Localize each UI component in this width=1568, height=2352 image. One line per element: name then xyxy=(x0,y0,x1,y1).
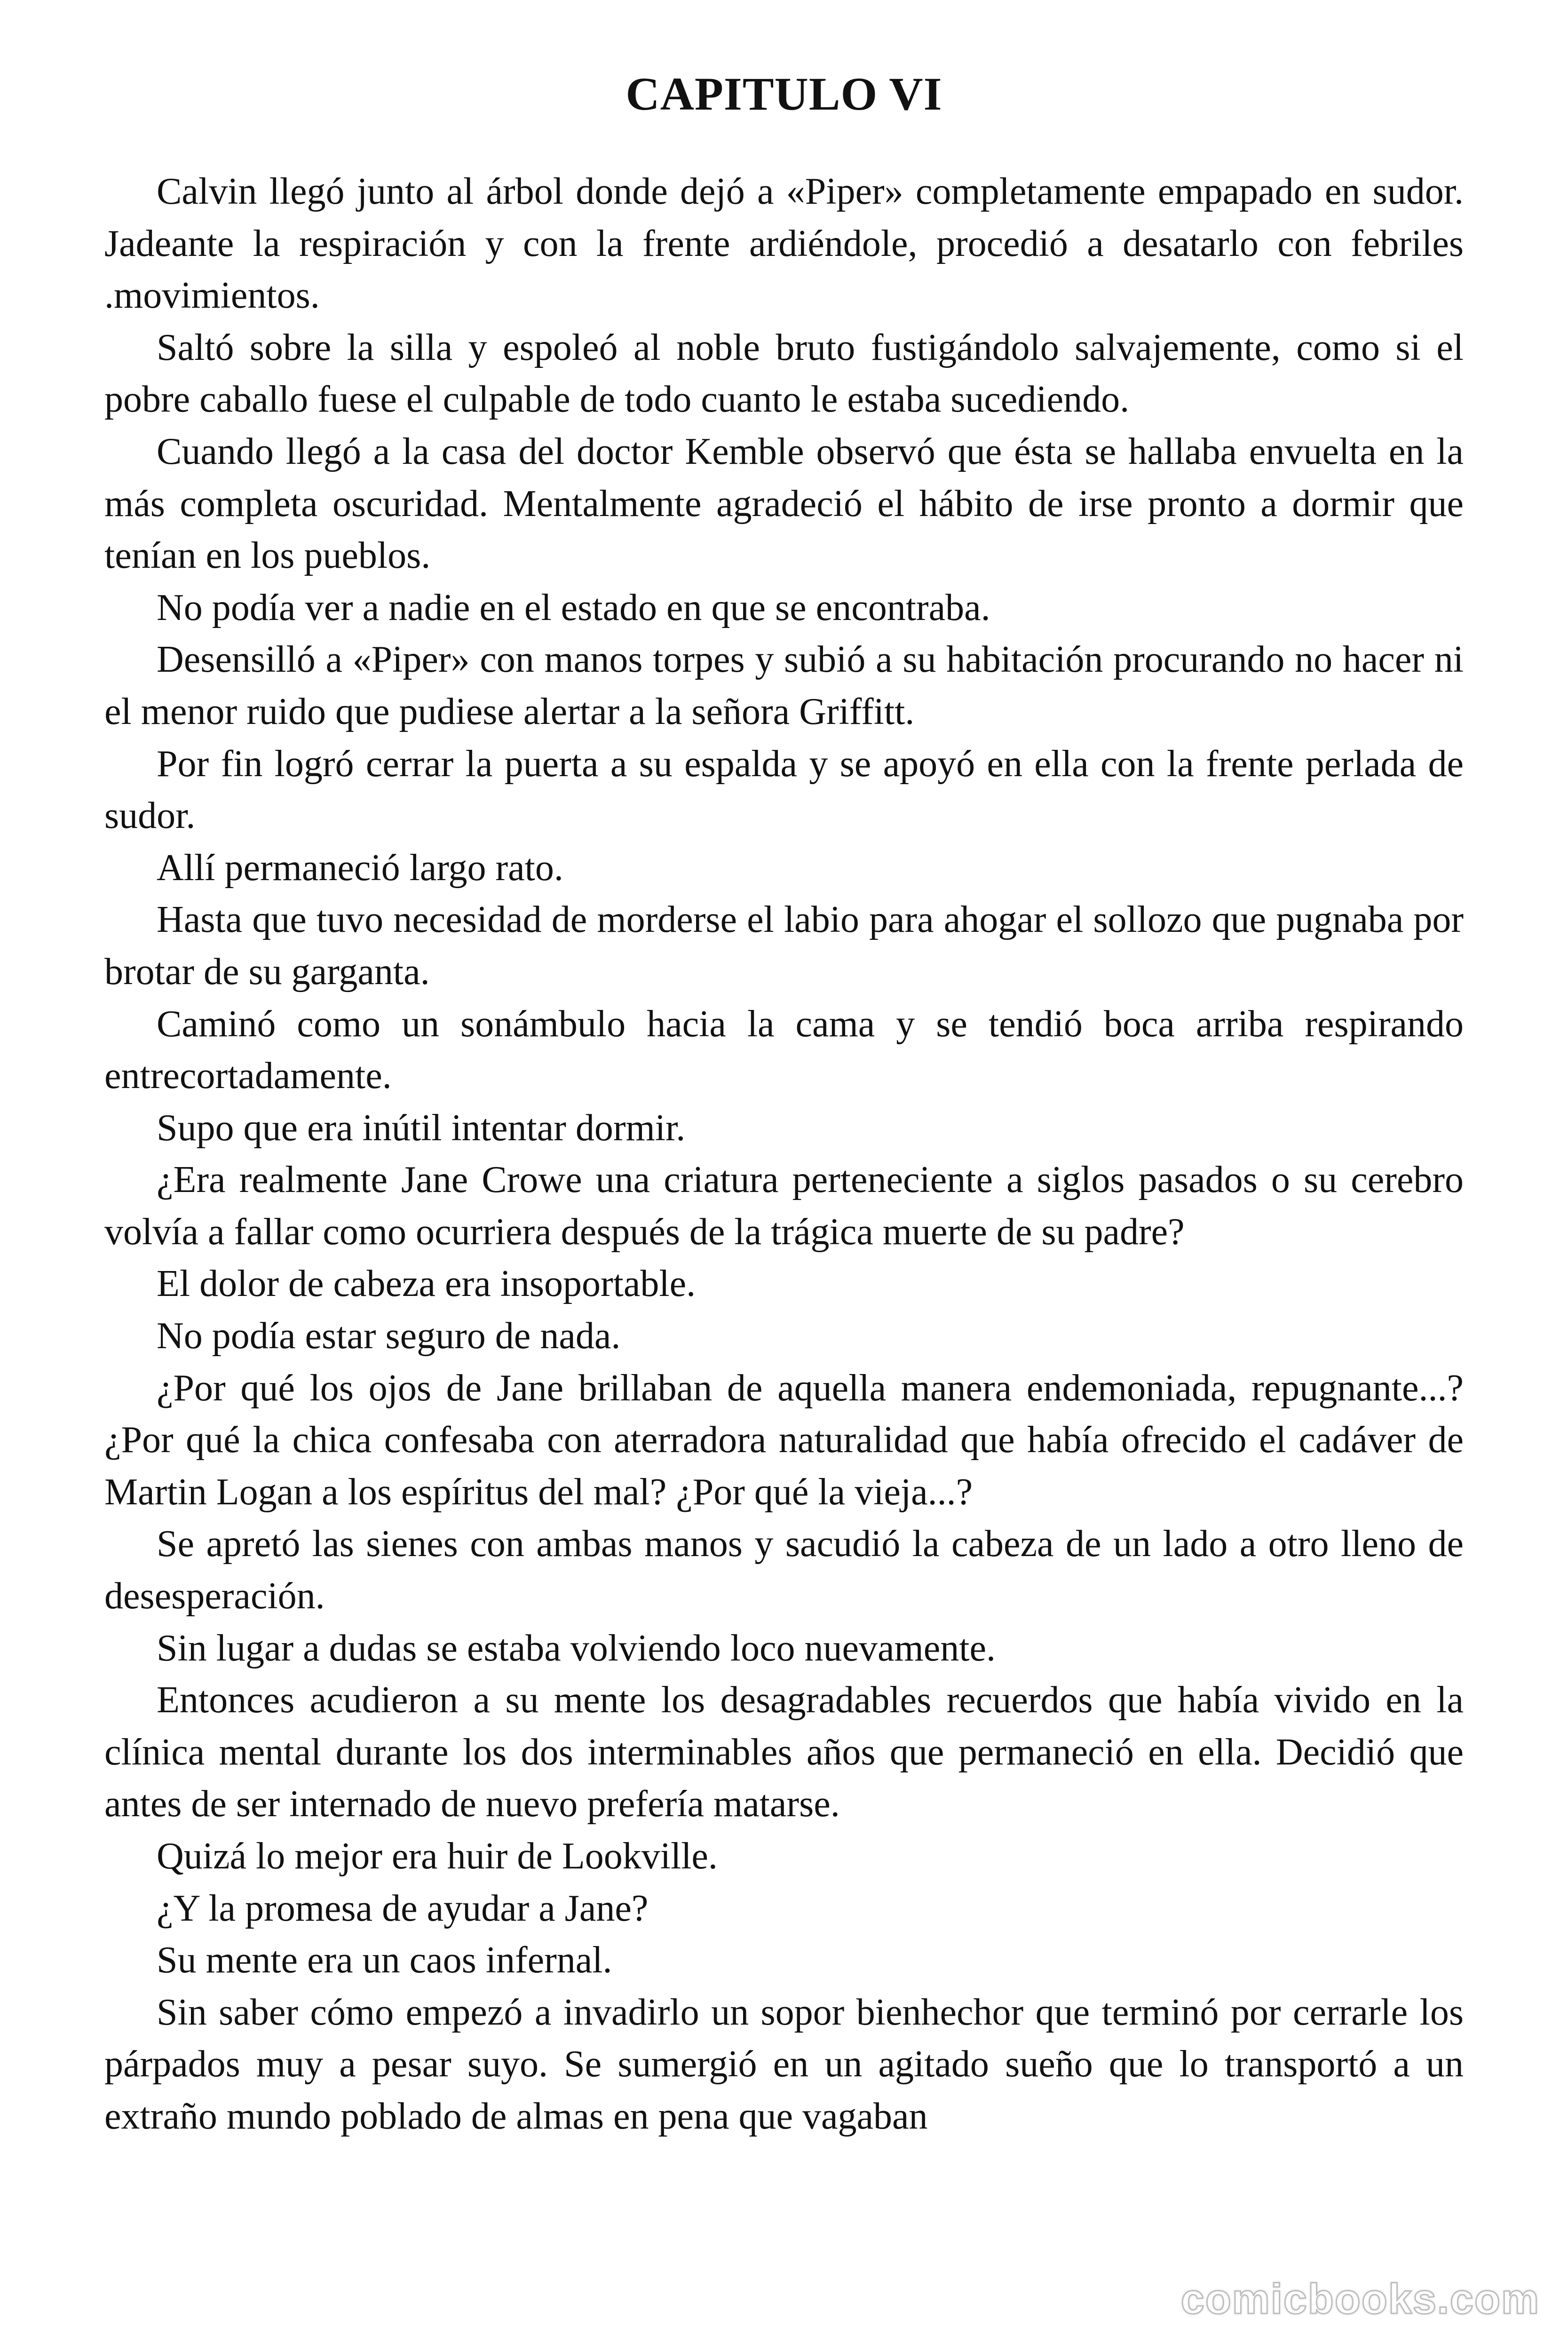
paragraph: Caminó como un sonámbulo hacia la cama y se tendió boca arriba respirando entrecortadamente. xyxy=(104,1003,1464,1097)
paragraph: ¿Era realmente Jane Crowe una criatura perteneciente a siglos pasados o su cerebro volvía a fallar como ocurriera después de la trágica muerte de su padre? xyxy=(104,1159,1464,1253)
chapter-title: CAPITULO VI xyxy=(626,68,942,120)
paragraph: Desensilló a «Piper» con manos torpes y subió a su habitación procurando no hacer ni el menor ruido que pudiese alertar a la señora Griffitt. xyxy=(104,639,1464,732)
paragraph: No podía estar seguro de nada. xyxy=(157,1315,621,1357)
paragraph: No podía ver a nadie en el estado en que se encontraba. xyxy=(157,587,990,628)
paragraph: Sin saber cómo empezó a invadirlo un sopor bienhechor que terminó por cerrarle los párpados muy a pesar suyo. Se sumergió en un agitado sueño que lo transportó a un extraño mundo poblado de almas en pena que vagaban xyxy=(104,1991,1464,2137)
paragraph: Sin lugar a dudas se estaba volviendo loco nuevamente. xyxy=(157,1627,996,1669)
paragraph: Hasta que tuvo necesidad de morderse el labio para ahogar el sollozo que pugnaba por brotar de su garganta. xyxy=(104,899,1464,993)
chapter-body xyxy=(104,166,1464,2143)
paragraph: Entonces acudieron a su mente los desagradables recuerdos que había vivido en la clínica mental durante los dos interminables años que permaneció en ella. Decidió que antes de ser internado de nuevo prefería matarse. xyxy=(104,1679,1464,1825)
paragraph: Cuando llegó a la casa del doctor Kemble observó que ésta se hallaba envuelta en la más completa oscuridad. Mentalmente agradeció el hábito de irse pronto a dormir que tenían en los pueblos. xyxy=(104,430,1464,577)
paragraph: ¿Por qué los ojos de Jane brillaban de aquella manera endemoniada, repugnante...? ¿Por qué la chica confesaba con aterradora naturalidad que había ofrecido el cadáver de Martin Logan a los espíritus del mal? ¿Por qué la vieja...? xyxy=(104,1367,1464,1513)
paragraph: Allí permaneció largo rato. xyxy=(157,847,563,889)
paragraph: Saltó sobre la silla y espoleó al noble bruto fustigándolo salvajemente, como si el pobre caballo fuese el culpable de todo cuanto le estaba sucediendo. xyxy=(104,326,1464,421)
watermark: comicbooks.com xyxy=(1180,2276,1540,2323)
paragraph: Supo que era inútil intentar dormir. xyxy=(157,1107,686,1149)
paragraph: Quizá lo mejor era huir de Lookville. xyxy=(157,1836,718,1877)
paragraph: Se apretó las sienes con ambas manos y sacudió la cabeza de un lado a otro lleno de desesperación. xyxy=(104,1523,1464,1617)
paragraph: Por fin logró cerrar la puerta a su espalda y se apoyó en ella con la frente perlada de sudor. xyxy=(104,743,1464,837)
paragraph: Calvin llegó junto al árbol donde dejó a «Piper» completamente empapado en sudor. Jadeante la respiración y con la frente ardiéndole, procedió a desatarlo con febriles .movimientos. xyxy=(104,171,1464,317)
paragraph: ¿Y la promesa de ayudar a Jane? xyxy=(157,1887,649,1929)
paragraph: El dolor de cabeza era insoportable. xyxy=(157,1263,696,1305)
paragraph: Su mente era un caos infernal. xyxy=(157,1939,612,1981)
